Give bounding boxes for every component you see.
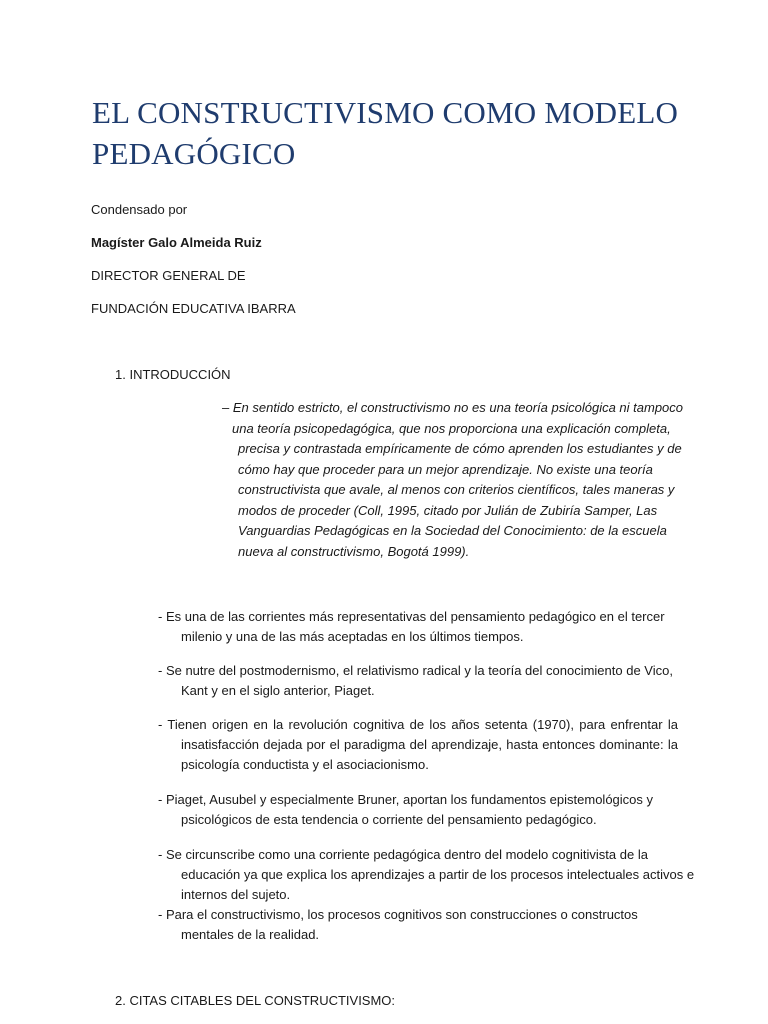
list-item-line: educación ya que explica los aprendizajes a partir de los procesos intelectuales activos e bbox=[181, 867, 695, 882]
list-item-line: internos del sujeto. bbox=[181, 887, 291, 902]
section-1-heading: 1. INTRODUCCIÓN bbox=[115, 367, 231, 382]
intro-quote bbox=[222, 398, 684, 562]
list-item-line: - Tienen origen en la revolución cognitiva de los años setenta (1970), para enfrentar la bbox=[158, 717, 678, 732]
list-item bbox=[158, 905, 678, 945]
author-position: DIRECTOR GENERAL DE bbox=[91, 268, 246, 283]
list-item bbox=[158, 607, 678, 647]
list-item bbox=[158, 845, 695, 905]
list-item-line: - Se nutre del postmodernismo, el relativismo radical y la teoría del conocimiento de Vico, bbox=[158, 663, 673, 678]
author-name: Magíster Galo Almeida Ruiz bbox=[91, 235, 262, 250]
list-item-line: insatisfacción dejada por el paradigma del aprendizaje, hasta entonces dominante: la bbox=[181, 737, 678, 752]
condensed-by-label: Condensado por bbox=[91, 202, 188, 217]
list-item-line: Kant y en el siglo anterior, Piaget. bbox=[181, 683, 375, 698]
quote-line: modos de proceder (Coll, 1995, citado por Julián de Zubiría Samper, Las bbox=[238, 502, 658, 518]
quote-line: una teoría psicopedagógica, que nos proporciona una explicación completa, bbox=[232, 420, 671, 436]
organization-name: FUNDACIÓN EDUCATIVA IBARRA bbox=[91, 301, 296, 316]
list-item-line: milenio y una de las más aceptadas en los últimos tiempos. bbox=[181, 629, 524, 644]
list-item-line: psicológicos de esta tendencia o corriente del pensamiento pedagógico. bbox=[181, 812, 597, 827]
section-2-heading: 2. CITAS CITABLES DEL CONSTRUCTIVISMO: bbox=[115, 993, 396, 1008]
list-item bbox=[158, 715, 678, 775]
list-item-line: - Piaget, Ausubel y especialmente Bruner, aportan los fundamentos epistemológicos y bbox=[158, 792, 654, 807]
list-item bbox=[158, 790, 678, 830]
quote-line: – En sentido estricto, el constructivismo no es una teoría psicológica ni tampoco bbox=[222, 400, 684, 415]
document-title bbox=[92, 92, 732, 174]
list-item-line: - Se circunscribe como una corriente pedagógica dentro del modelo cognitivista de la bbox=[158, 847, 648, 862]
list-item-line: - Es una de las corrientes más representativas del pensamiento pedagógico en el tercer bbox=[158, 609, 665, 624]
list-item bbox=[158, 661, 678, 701]
quote-line: cómo hay que proceder para un mejor aprendizaje. No existe una teoría bbox=[238, 461, 653, 477]
quote-line: constructivista que avale, al menos con criterios científicos, tales maneras y bbox=[238, 482, 675, 497]
list-item-line: psicología conductista y el asociacionismo. bbox=[181, 757, 429, 772]
list-item-line: mentales de la realidad. bbox=[181, 927, 320, 942]
quote-line: precisa y contrastada empíricamente de cómo aprenden los estudiantes y de bbox=[238, 441, 682, 456]
title-line-1: EL CONSTRUCTIVISMO COMO MODELO bbox=[92, 95, 679, 130]
list-item-line: - Para el constructivismo, los procesos cognitivos son construcciones o constructos bbox=[158, 907, 638, 922]
quote-line: nueva al constructivismo, Bogotá 1999). bbox=[238, 543, 470, 559]
quote-line: Vanguardias Pedagógicas en la Sociedad del Conocimiento: de la escuela bbox=[238, 523, 667, 538]
title-line-2: PEDAGÓGICO bbox=[92, 136, 296, 171]
